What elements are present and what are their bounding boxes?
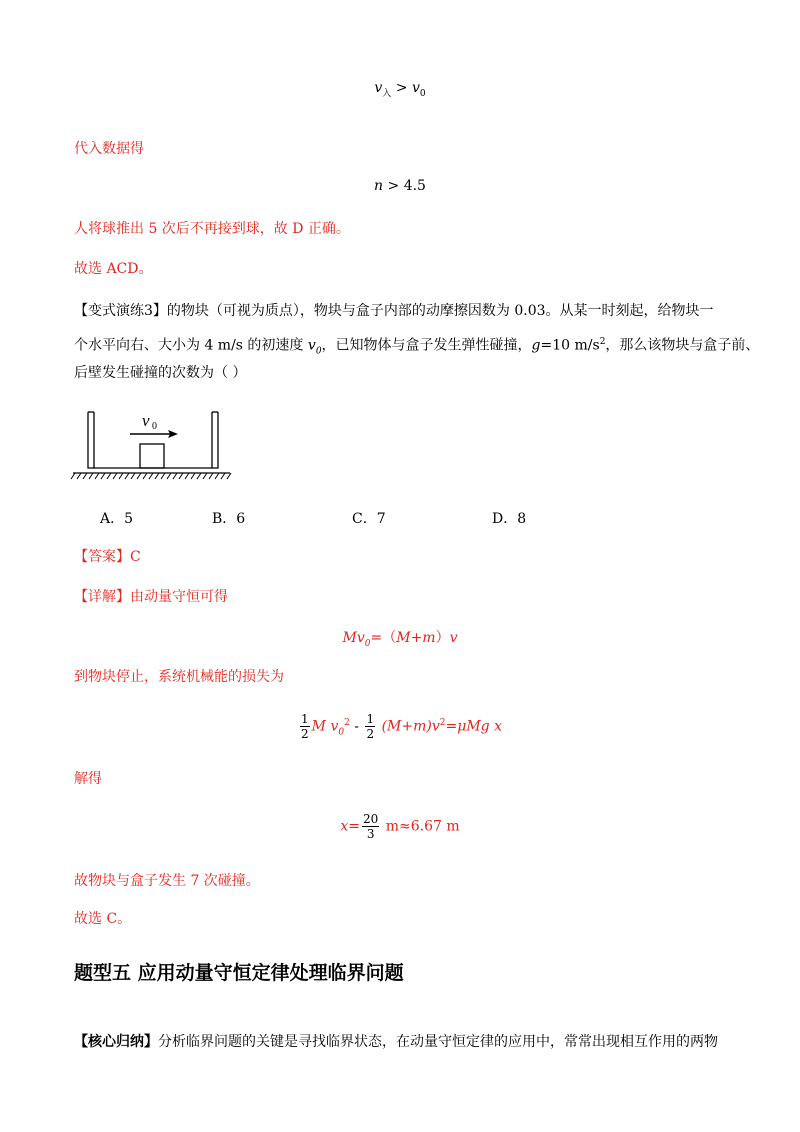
option-a: A．5 xyxy=(100,511,134,527)
energy-equation xyxy=(0,712,800,741)
box-block-figure xyxy=(70,405,240,485)
line-choose-c: 故选 C。 xyxy=(74,911,132,927)
core-tag: 【核心归纳】 xyxy=(74,1034,158,1050)
eq4-m: M xyxy=(311,718,326,735)
eq5-eq: = xyxy=(348,818,360,835)
eq4-frac1-den: 2 xyxy=(301,727,309,741)
line-push-count: 人将球推出 5 次后不再接到球，故 D 正确。 xyxy=(74,221,350,237)
eq5-num: 20 xyxy=(363,812,379,826)
eq1-op: > xyxy=(391,80,412,96)
problem-line-2 xyxy=(74,333,759,360)
problem-v0: v xyxy=(307,337,316,354)
ground-hatch xyxy=(71,473,231,479)
eq4-frac1-num: 1 xyxy=(301,712,309,726)
eq1-sub-in: 入 xyxy=(382,88,392,99)
figure-v-sub: 0 xyxy=(152,421,157,432)
eq4-frac-1 xyxy=(300,712,310,741)
eq3-mm: M+m xyxy=(396,630,436,646)
eq2-rest: > 4.5 xyxy=(383,178,426,194)
problem-tag: 【变式演练3】 xyxy=(74,303,167,319)
momentum-equation xyxy=(0,627,800,649)
eq3-sub0: 0 xyxy=(364,638,371,649)
problem-text-2d: ，那么该物块与盒子前、 xyxy=(605,337,760,354)
problem-line-1 xyxy=(74,302,714,320)
eq4-v: v xyxy=(330,718,339,735)
eq4-frac2-num: 1 xyxy=(366,712,375,726)
eq4-eq: = xyxy=(445,718,458,735)
detail-line xyxy=(74,588,228,606)
line-conclusion: 故物块与盒子发生 7 次碰撞。 xyxy=(74,873,260,889)
problem-line-3: 后壁发生碰撞的次数为（ ） xyxy=(74,365,247,381)
line-substitute: 代入数据得 xyxy=(74,141,144,157)
distance-equation xyxy=(0,812,800,841)
option-c: C．7 xyxy=(352,511,386,527)
eq1-v0: v xyxy=(411,80,420,96)
line-solve: 解得 xyxy=(74,771,102,787)
line-choose-acd: 故选 ACD。 xyxy=(74,261,153,277)
eq1-v: v xyxy=(374,80,383,96)
problem-text-2c: =10 m/s xyxy=(540,337,600,354)
problem-text-2a: 个水平向右、大小为 4 m/s 的初速度 xyxy=(74,337,308,354)
problem-text-2b: ，已知物体与盒子发生弹性碰撞， xyxy=(321,337,532,354)
eq4-minus: - xyxy=(349,718,364,735)
section-heading: 题型五 应用动量守恒定律处理临界问题 xyxy=(74,962,404,984)
eq3-m: M xyxy=(342,630,357,646)
problem-g: g xyxy=(531,337,541,354)
eq4-sq: 2 xyxy=(344,717,350,728)
eq4-frac-2 xyxy=(365,712,375,741)
eq4-paren: (M+m) xyxy=(377,718,432,735)
inequality-v-in xyxy=(0,80,800,99)
answer-tag: 【答案】 xyxy=(74,549,130,565)
eq4-v2: v xyxy=(431,718,440,735)
detail-text: 由动量守恒可得 xyxy=(130,589,228,605)
eq1-sub0: 0 xyxy=(419,88,426,99)
core-line xyxy=(74,1033,718,1051)
eq2-lhs: n xyxy=(374,178,384,194)
eq5-rest: m≈6.67 m xyxy=(381,818,460,835)
eq3-v: v xyxy=(356,630,365,646)
eq5-frac xyxy=(362,812,379,841)
option-b: B．6 xyxy=(212,511,246,527)
line-energy-loss: 到物块停止，系统机械能的损失为 xyxy=(74,669,284,685)
problem-v0-sub: 0 xyxy=(315,346,322,357)
answer-line xyxy=(74,548,141,566)
eq5-x: x xyxy=(340,818,349,835)
option-d: D．8 xyxy=(492,511,527,527)
inequality-n xyxy=(0,178,800,194)
figure-v-label: v xyxy=(142,411,150,430)
eq3-eqsign: =（ xyxy=(370,630,397,646)
eq4-sub0: 0 xyxy=(338,727,345,738)
problem-text-1: 的物块（可视为质点），物块与盒子内部的动摩擦因数为 0.03。从某一时刻起，给物块一 xyxy=(166,303,714,319)
eq4-sq2: 2 xyxy=(439,717,446,728)
eq4-frac2-den: 2 xyxy=(366,727,375,741)
block xyxy=(140,444,164,468)
detail-tag: 【详解】 xyxy=(74,589,130,605)
eq4-mu: μMg x xyxy=(457,718,502,735)
answer-value: C xyxy=(130,549,141,565)
eq3-close: ） xyxy=(435,630,450,646)
eq3-v2: v xyxy=(449,630,458,646)
core-text: 分析临界问题的关键是寻找临界状态，在动量守恒定律的应用中，常常出现相互作用的两物 xyxy=(158,1034,718,1050)
problem-sq: 2 xyxy=(599,337,606,347)
eq5-den: 3 xyxy=(366,827,375,841)
